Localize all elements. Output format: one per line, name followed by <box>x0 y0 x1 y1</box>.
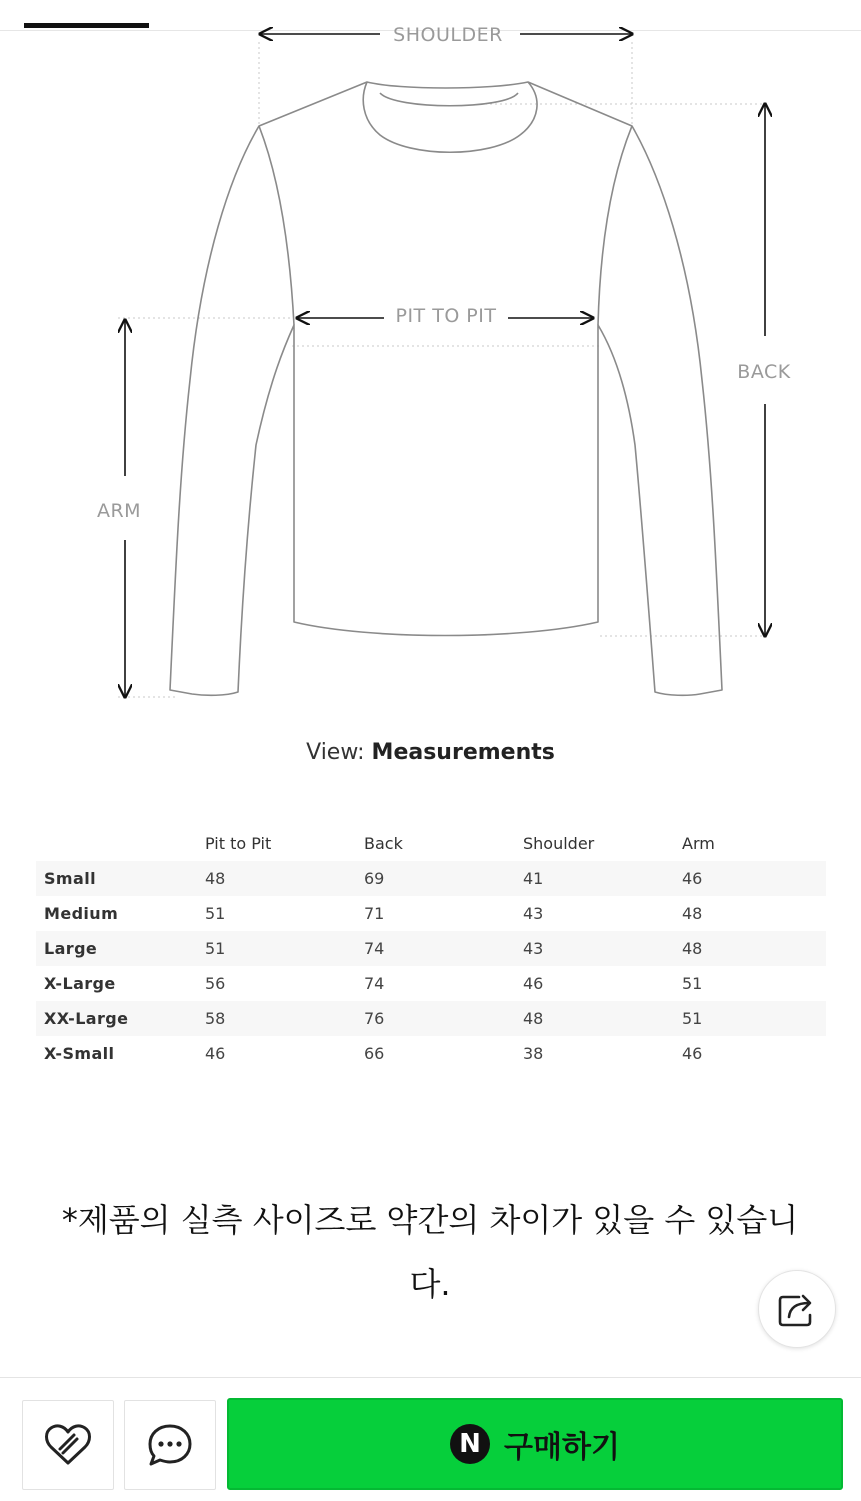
talk-button[interactable] <box>124 1400 216 1490</box>
buy-button-label: 구매하기 <box>504 1430 620 1465</box>
table-cell: 69 <box>356 861 515 896</box>
table-cell: 46 <box>205 1044 226 1063</box>
table-cell: 38 <box>523 1044 544 1063</box>
table-cell: 51 <box>674 1001 826 1036</box>
size-notice <box>30 1188 830 1316</box>
table-header: Pit to Pit <box>205 834 272 853</box>
measurement-diagram <box>0 0 861 730</box>
table-cell: 51 <box>197 931 356 966</box>
chat-bubble-icon <box>146 1422 194 1468</box>
table-cell: 74 <box>364 974 385 993</box>
view-caption <box>0 740 861 765</box>
table-cell: Small <box>36 861 197 896</box>
back-label: BACK <box>737 361 791 383</box>
notice-line-1: *제품의 실측 사이즈로 약간의 차이가 있을 수 있습니 <box>61 1201 799 1239</box>
notice-line-2: 다. <box>409 1265 451 1303</box>
table-cell: 58 <box>197 1001 356 1036</box>
table-row <box>36 931 826 966</box>
table-cell: 48 <box>197 861 356 896</box>
bottom-action-bar <box>0 1377 861 1501</box>
table-cell: Large <box>36 931 197 966</box>
table-cell: X-Small <box>44 1044 115 1063</box>
table-cell: 48 <box>674 931 826 966</box>
table-header: Shoulder <box>523 834 595 853</box>
table-header: Back <box>364 834 403 853</box>
table-cell: 43 <box>523 904 544 923</box>
table-cell: X-Large <box>44 974 116 993</box>
wishlist-button[interactable] <box>22 1400 114 1490</box>
size-table <box>36 826 826 1071</box>
naver-buy-button[interactable] <box>227 1398 843 1490</box>
table-row <box>36 1036 826 1071</box>
naver-n-logo: N <box>450 1424 490 1464</box>
table-cell: 41 <box>515 861 674 896</box>
share-icon <box>777 1291 817 1327</box>
table-cell: 71 <box>364 904 385 923</box>
table-cell: 43 <box>515 931 674 966</box>
table-cell: Medium <box>44 904 119 923</box>
table-cell: 74 <box>356 931 515 966</box>
table-cell: 51 <box>682 974 703 993</box>
pit-to-pit-label: PIT TO PIT <box>395 305 497 327</box>
arm-label: ARM <box>96 500 142 522</box>
table-row <box>36 1001 826 1036</box>
view-prefix: View: <box>306 740 365 765</box>
table-cell: 46 <box>682 1044 703 1063</box>
view-value: Measurements <box>371 740 555 765</box>
table-cell: 76 <box>356 1001 515 1036</box>
table-cell: 48 <box>515 1001 674 1036</box>
table-cell: XX-Large <box>36 1001 197 1036</box>
table-cell: 66 <box>364 1044 385 1063</box>
heart-icon <box>43 1423 93 1467</box>
table-cell: 56 <box>205 974 226 993</box>
table-cell: 48 <box>682 904 703 923</box>
share-button[interactable] <box>758 1270 836 1348</box>
shoulder-label: SHOULDER <box>393 24 503 46</box>
table-row <box>36 861 826 896</box>
table-header-row <box>36 826 826 861</box>
table-row <box>36 966 826 1001</box>
table-row <box>36 896 826 931</box>
table-header <box>36 826 197 861</box>
table-cell: 46 <box>523 974 544 993</box>
table-cell: 51 <box>205 904 226 923</box>
table-cell: 46 <box>674 861 826 896</box>
sweater-outline <box>170 82 722 695</box>
table-header: Arm <box>682 834 715 853</box>
